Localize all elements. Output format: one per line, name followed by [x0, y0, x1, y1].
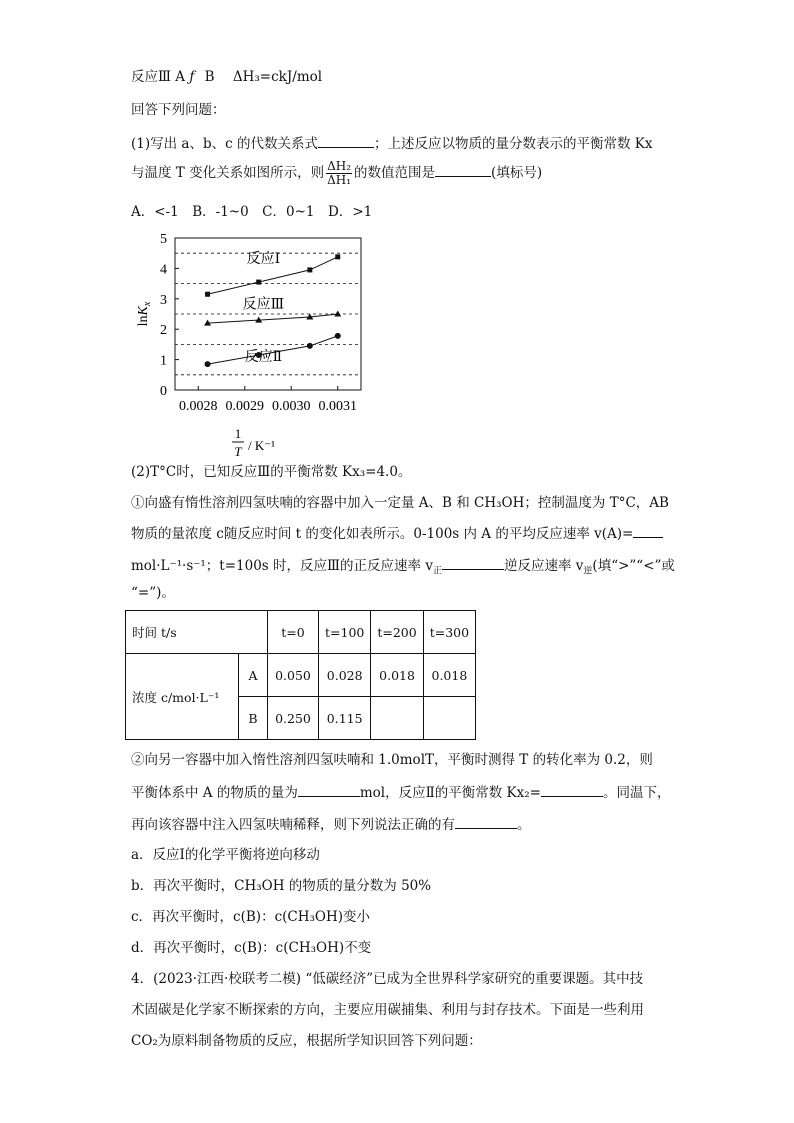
reaction3-enthalpy: ΔH₃=ckJ/mol	[232, 69, 323, 85]
series-line	[208, 314, 338, 323]
q2-1-line4: “=”)。	[131, 585, 175, 601]
answer-blank[interactable]	[442, 556, 504, 570]
dh-ratio-fraction	[326, 160, 352, 187]
answer-blank[interactable]	[541, 783, 603, 797]
option-d: d．再次平衡时，c(B)：c(CH₃OH)不变	[131, 940, 372, 956]
table-header-cell: t=100	[319, 611, 371, 654]
q2-1-line1: ①向盛有惰性溶剂四氢呋喃的容器中加入一定量 A、B 和 CH₃OH；控制温度为 T°C，AB	[131, 495, 669, 511]
q1-line2-text-b: 的数值范围是	[354, 165, 436, 181]
q2-1-text: 物质的量浓度 c随反应时间 t 的变化如表所示。0-100s 内 A 的平均反应速率 v(A)=	[131, 526, 634, 542]
lnkx-chart	[131, 228, 371, 459]
x-label-unit: / K⁻¹	[248, 438, 276, 453]
concentration-table	[125, 610, 476, 740]
reverse-sub: 逆	[583, 566, 593, 577]
q1-text-b: ；上述反应以物质的量分数表示的平衡常数 Kx	[373, 136, 653, 152]
answer-prompt: 回答下列问题：	[131, 102, 226, 118]
data-point	[205, 292, 210, 297]
table-header-cell: t=200	[371, 611, 423, 654]
q2-1-fill-hint: (填“>”“<”或	[592, 558, 675, 574]
table-header-cell: t=0	[268, 611, 319, 654]
y-axis-label: lnK$_x$	[136, 301, 153, 327]
table-row	[126, 654, 476, 697]
q1-line2-text-a: 与温度 T 变化关系如图所示，则	[131, 165, 325, 181]
y-tick-label: 5	[160, 232, 167, 247]
q1-options: A．<-1 B．-1~0 C．0~1 D．>1	[131, 204, 373, 220]
table-cell	[423, 697, 475, 740]
reaction3-lhs: 反应Ⅲ A	[131, 69, 186, 85]
q2-1-line3	[131, 556, 675, 581]
equilibrium-arrow: ƒ	[189, 69, 195, 85]
table-header-cell: t=300	[423, 611, 475, 654]
fraction-denominator: ΔH₁	[327, 173, 352, 187]
x-tick-label: 0.0028	[179, 399, 218, 414]
y-tick-label: 1	[160, 353, 167, 369]
data-point	[307, 267, 312, 272]
data-point	[335, 254, 340, 259]
q1-text-a: (1)写出 a、b、c 的代数关系式	[131, 136, 318, 152]
q1-line2	[131, 160, 542, 187]
data-point	[256, 280, 261, 285]
x-label-denominator: T	[234, 444, 242, 459]
table-cell: 0.028	[319, 654, 371, 697]
reaction3-line	[131, 68, 322, 86]
data-point	[334, 311, 341, 317]
table-cell	[371, 697, 423, 740]
option-c: c．再次平衡时，c(B)：c(CH₃OH)变小	[131, 909, 371, 925]
fraction-numerator: ΔH₂	[327, 159, 352, 173]
y-tick-label: 4	[160, 262, 167, 278]
q4-line2: 术固碳是化学家不断探索的方向，主要应用碳捕集、利用与封存技术。下面是一些利用	[131, 1002, 644, 1018]
q2-1-line2	[131, 524, 663, 543]
x-tick-label: 0.0030	[272, 399, 311, 414]
answer-blank[interactable]	[435, 163, 491, 177]
q2-2-line1: ②向另一容器中加入惰性溶剂四氢呋喃和 1.0molT，平衡时测得 T 的转化率为 0.2，则	[131, 752, 653, 768]
row-label-cell: 浓度 c/mol·L⁻¹	[126, 654, 239, 740]
table-header-cell: 时间 t/s	[126, 611, 268, 654]
q2-2-text-a: 平衡体系中 A 的物质的量为	[131, 785, 298, 801]
option-b: b．再次平衡时，CH₃OH 的物质的量分数为 50%	[131, 878, 432, 894]
q2-2-text-c: 。同温下，	[602, 785, 671, 801]
x-tick-label: 0.0029	[225, 399, 264, 414]
data-point	[335, 333, 341, 339]
y-tick-label: 0	[160, 384, 167, 399]
table-row	[126, 611, 476, 654]
y-tick-label: 3	[160, 292, 167, 308]
q2-2-line3	[131, 815, 531, 834]
table-cell: 0.250	[268, 697, 319, 740]
species-cell: A	[239, 654, 268, 697]
x-label-numerator: 1	[234, 426, 242, 441]
forward-sub: 正	[432, 566, 442, 577]
q1-line2-text-c: (填标号)	[491, 165, 543, 181]
table-cell: 0.050	[268, 654, 319, 697]
answer-blank[interactable]	[633, 524, 663, 538]
data-point	[205, 361, 211, 367]
q2-1-reverse-text: 逆反应速率 v	[503, 558, 584, 574]
q2-2-text-d: 再向该容器中注入四氢呋喃稀释，则下列说法正确的有	[131, 817, 455, 833]
q2-2-line2	[131, 783, 670, 802]
answer-blank[interactable]	[298, 783, 360, 797]
reaction3-rhs: B	[204, 69, 215, 85]
species-cell: B	[239, 697, 268, 740]
q1-line1	[131, 134, 652, 153]
table-cell: 0.018	[371, 654, 423, 697]
answer-blank[interactable]	[455, 815, 517, 829]
table-cell: 0.115	[319, 697, 371, 740]
q2-intro: (2)T°C时，已知反应Ⅲ的平衡常数 Kx₃=4.0。	[131, 464, 412, 480]
y-tick-label: 2	[160, 323, 167, 339]
table-cell: 0.018	[423, 654, 475, 697]
x-tick-label: 0.0031	[318, 399, 357, 414]
q4-line1: 4．(2023·江西·校联考二模) “低碳经济”已成为全世界科学家研究的重要课题。其中技	[131, 971, 644, 987]
q4-line3: CO₂为原料制备物质的反应，根据所学知识回答下列问题：	[131, 1033, 482, 1049]
series-label: 反应Ⅰ	[246, 251, 281, 267]
series-label: 反应Ⅲ	[242, 297, 285, 313]
data-point	[307, 343, 313, 349]
answer-blank[interactable]	[318, 134, 374, 148]
q2-1-rate-text: mol·L⁻¹·s⁻¹；t=100s 时，反应Ⅲ的正反应速率 v	[131, 558, 433, 574]
q2-2-text-b: mol，反应Ⅱ的平衡常数 Kx₂=	[359, 785, 541, 801]
series-label: 反应Ⅱ	[244, 350, 283, 366]
q2-2-text-e: 。	[517, 817, 531, 833]
option-a: a．反应Ⅰ的化学平衡将逆向移动	[131, 847, 320, 863]
